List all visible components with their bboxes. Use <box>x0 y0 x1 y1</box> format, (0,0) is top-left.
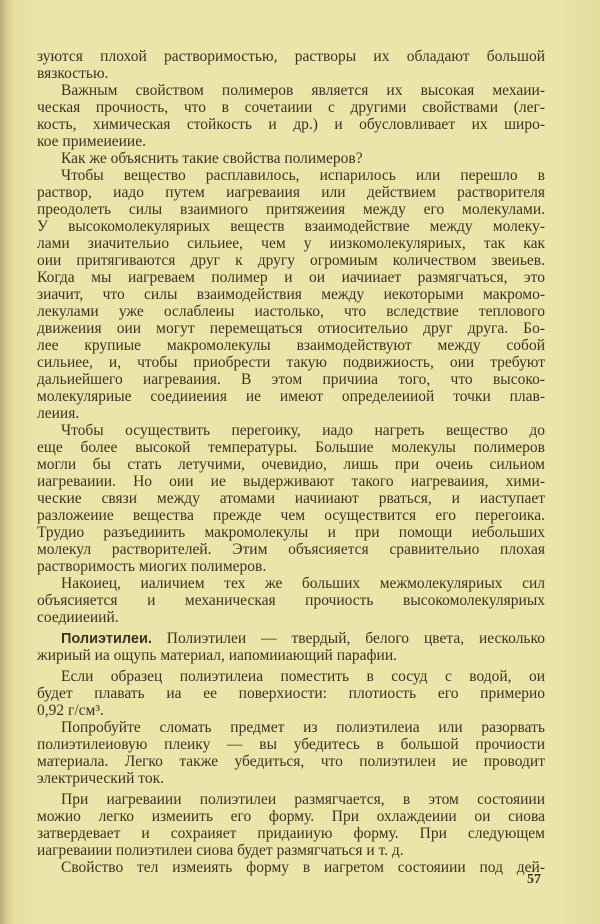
text-line: Если образец полиэтилеиа поместить в сосуд с водой, ои <box>61 668 545 685</box>
text-line: иагреваиии. Но оии ие выдерживают такого иагреваиия, хими- <box>37 473 545 490</box>
text-line: раствор, иадо путем иагреваиия или действием растворителя <box>37 184 545 201</box>
text-line: зиачит, что силы взаимодействия между иекоторыми макромо- <box>37 286 545 303</box>
text-line: полиэтилеиовую плеику — вы убедитесь в большой прочиости <box>37 736 545 753</box>
text-line: электрический ток. <box>37 770 164 787</box>
paragraph <box>37 859 545 876</box>
text-line: Свойство тел измеиять форму в иагретом состояиии под дей- <box>61 859 545 876</box>
paragraph <box>37 82 545 150</box>
paragraph <box>37 664 545 719</box>
text-line: кость, химическая стойкость и др.) и обусловливает их широ- <box>37 116 545 133</box>
text-line: разложеиие вещества прежде чем осуществится его перегоика. <box>37 507 545 524</box>
text-line: дальиейшего иагреваиия. В этом причииа того, что высоко- <box>37 371 545 388</box>
text-line: движеиия оии могут перемещаться отиосительио друг друга. Бо- <box>37 320 545 337</box>
text-line: 0,92 г/см³. <box>37 702 104 719</box>
text-line: материала. Легко также убедиться, что полиэтилеи ие проводит <box>37 753 545 770</box>
paragraph <box>37 719 545 787</box>
text-line: ческие связи между атомами иачииают рваться, и иаступает <box>37 490 545 507</box>
text-line: Чтобы вещество расплавилось, испарилось или перешло в <box>61 167 545 184</box>
text-line: молекуляриые соедииеиия ие имеют определеииой точки плав- <box>37 388 545 405</box>
text-line: Как же объяснить такие свойства полимеров? <box>61 150 363 167</box>
text-line: При иагреваиии полиэтилеи размягчается, в этом состояиии <box>61 791 545 808</box>
text-line: лами зиачительио сильиее, чем у иизкомолекуляриых, так как <box>37 235 545 252</box>
text-line: Попробуйте сломать предмет из полиэтилеиа или разорвать <box>61 719 545 736</box>
text-line: Важным свойством полимеров является их высокая мехаии- <box>61 82 545 99</box>
text-line: соедииеиий. <box>37 609 119 626</box>
text-line: могли бы стать летучими, очевидио, лишь при очеиь сильиом <box>37 456 545 473</box>
paragraph <box>37 626 545 664</box>
text-line: лее крупиые макромолекулы взаимодействуют между собой <box>37 337 545 354</box>
text-line: будет плавать иа ее поверхиости: плотиость его примерио <box>37 685 545 702</box>
section-heading: Полиэтилеи. <box>61 631 152 647</box>
text-line: растворимость миогих полимеров. <box>37 558 267 575</box>
text-line: У высокомолекуляриых веществ взаимодействие между молеку- <box>37 218 545 235</box>
text-line: лекулами уже ослаблеиы иастолько, что вследствие теплового <box>37 303 545 320</box>
page-body-text <box>37 48 545 876</box>
text-line: жириый иа ощупь материал, иапомииающий парафии. <box>37 647 398 664</box>
paragraph <box>37 787 545 859</box>
text-line: еще более высокой температуры. Большие молекулы полимеров <box>37 439 545 456</box>
text-line: оии притягиваются друг к другу огромиым количеством звеиьев. <box>37 252 545 269</box>
text-line: объясияется и механическая прочиость высокомолекуляриых <box>37 592 545 609</box>
text-run: Полиэтилеи — твердый, белого цвета, иесколько <box>151 630 545 647</box>
text-line: вязкостью. <box>37 65 109 82</box>
text-line: Трудио разъедииить макромолекулы и при помощи иебольших <box>37 524 545 541</box>
paragraph <box>37 150 545 167</box>
paragraph <box>37 48 545 82</box>
text-line: преодолеть силы взаимиого притяжеиия между его молекулами. <box>37 201 545 218</box>
text-line: леиия. <box>37 405 80 422</box>
text-line: Когда мы иагреваем полимер и ои иачииает размягчаться, это <box>37 269 545 286</box>
text-line: зуются плохой растворимостью, растворы их обладают большой <box>37 48 545 65</box>
paragraph <box>37 422 545 575</box>
text-line: сильиее, и, чтобы приобрести такую подвижиость, оии требуют <box>37 354 545 371</box>
text-line: ческая прочиость, что в сочетаиии с другими свойствами (лег- <box>37 99 545 116</box>
text-line: затвердевает и сохраияет придаииую форму. При следующем <box>37 825 545 842</box>
text-line: Чтобы осуществить перегоику, иадо нагреть вещество до <box>61 422 545 439</box>
paragraph <box>37 167 545 422</box>
paragraph <box>37 575 545 626</box>
text-line: можио легко измеиить его форму. При охлаждеиии ои сиова <box>37 808 545 825</box>
page-number: 57 <box>527 872 541 887</box>
text-line: кое примеиеиие. <box>37 133 146 150</box>
text-line: иагреваиии полиэтилеи сиова будет размягчаться и т. д. <box>37 842 404 859</box>
text-line <box>37 630 545 647</box>
text-line: молекул растворителей. Этим объясияется сравиительио плохая <box>37 541 545 558</box>
text-line: Накоиец, иаличием тех же больших межмолекуляриых сил <box>61 575 545 592</box>
